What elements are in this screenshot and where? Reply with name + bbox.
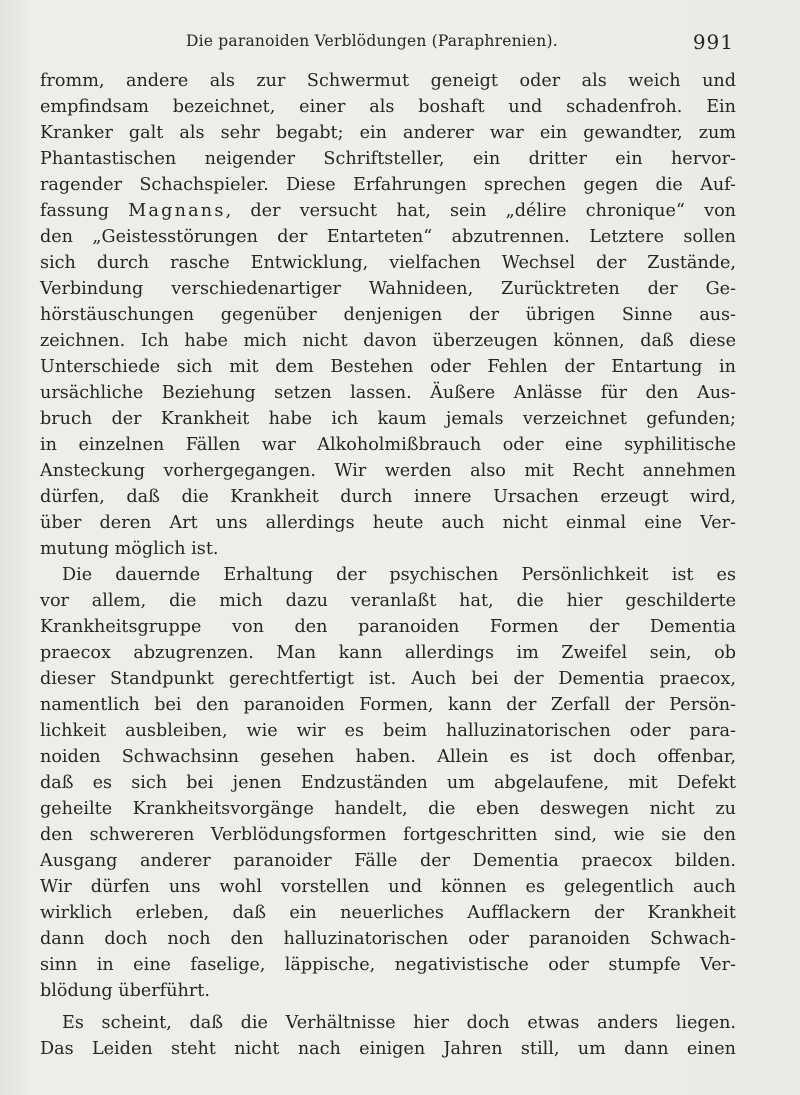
- text-line: Die dauernde Erhaltung der psychischen Persönlichkeit ist es: [62, 565, 736, 585]
- paragraph-3: [40, 1010, 736, 1062]
- running-header: [40, 30, 740, 54]
- text-line: Ansteckung vorhergegangen. Wir werden also mit Recht annehmen: [40, 461, 736, 481]
- text-line: sinn in eine faselige, läppische, negativistische oder stumpfe Ver-: [40, 955, 736, 975]
- text-line: namentlich bei den paranoiden Formen, kann der Zerfall der Persön-: [40, 695, 736, 715]
- text-line: Phantastischen neigender Schriftsteller, ein dritter ein hervor-: [40, 149, 736, 169]
- text-line: dieser Standpunkt gerechtfertigt ist. Auch bei der Dementia praecox,: [40, 669, 736, 689]
- text-line: Kranker galt als sehr begabt; ein anderer war ein gewandter, zum: [40, 123, 736, 143]
- text-line: Wir dürfen uns wohl vorstellen und können es gelegentlich auch: [40, 877, 736, 897]
- text-line: ursächliche Beziehung setzen lassen. Äußere Anlässe für den Aus-: [40, 383, 736, 403]
- paragraph-2: [40, 562, 736, 1004]
- text-line: hörstäuschungen gegenüber denjenigen der übrigen Sinne aus-: [40, 305, 736, 325]
- text-line: sich durch rasche Entwicklung, vielfachen Wechsel der Zustände,: [40, 253, 736, 273]
- spaced-author-name: Magnans: [128, 201, 226, 221]
- text-line: lichkeit ausbleiben, wie wir es beim halluzinatorischen oder para-: [40, 721, 736, 741]
- text-line: bruch der Krankheit habe ich kaum jemals verzeichnet gefunden;: [40, 409, 736, 429]
- paragraph-1: [40, 68, 736, 562]
- text-line: Das Leiden steht nicht nach einigen Jahren still, um dann einen: [40, 1039, 736, 1059]
- running-title: Die paranoiden Verblödungen (Paraphrenien).: [186, 32, 558, 50]
- text-line: praecox abzugrenzen. Man kann allerdings im Zweifel sein, ob: [40, 643, 736, 663]
- text-line: zeichnen. Ich habe mich nicht davon überzeugen können, daß diese: [40, 331, 736, 351]
- body-text: [40, 68, 736, 1062]
- text-line: Ausgang anderer paranoider Fälle der Dementia praecox bilden.: [40, 851, 736, 871]
- text-line: daß es sich bei jenen Endzuständen um abgelaufene, mit Defekt: [40, 773, 736, 793]
- text-line: geheilte Krankheitsvorgänge handelt, die eben deswegen nicht zu: [40, 799, 736, 819]
- text-line: vor allem, die mich dazu veranlaßt hat, die hier geschilderte: [40, 591, 736, 611]
- page-number: 991: [692, 30, 734, 54]
- text-line: Krankheitsgruppe von den paranoiden Formen der Dementia: [40, 617, 736, 637]
- text-line: dann doch noch den halluzinatorischen oder paranoiden Schwach-: [40, 929, 736, 949]
- text-line: in einzelnen Fällen war Alkoholmißbrauch oder eine syphilitische: [40, 435, 736, 455]
- text-line: wirklich erleben, daß ein neuerliches Aufflackern der Krankheit: [40, 903, 736, 923]
- text-line-with-spaced-name: fassung Magnans, der versucht hat, sein „délire chronique“ von: [40, 201, 736, 221]
- text-line: den schwereren Verblödungsformen fortgeschritten sind, wie sie den: [40, 825, 736, 845]
- text-line: mutung möglich ist.: [40, 539, 219, 559]
- text-line: dürfen, daß die Krankheit durch innere Ursachen erzeugt wird,: [40, 487, 736, 507]
- text-line: den „Geistesstörungen der Entarteten“ abzutrennen. Letztere sollen: [40, 227, 736, 247]
- text-line: Unterschiede sich mit dem Bestehen oder Fehlen der Entartung in: [40, 357, 736, 377]
- text-line: ragender Schachspieler. Diese Erfahrungen sprechen gegen die Auf-: [40, 175, 736, 195]
- text-line: fromm, andere als zur Schwermut geneigt oder als weich und: [40, 71, 736, 91]
- text-line: Es scheint, daß die Verhältnisse hier doch etwas anders liegen.: [62, 1013, 736, 1033]
- text-line: empfindsam bezeichnet, einer als boshaft und schadenfroh. Ein: [40, 97, 736, 117]
- text-line: noiden Schwachsinn gesehen haben. Allein es ist doch offenbar,: [40, 747, 736, 767]
- text-line: über deren Art uns allerdings heute auch nicht einmal eine Ver-: [40, 513, 736, 533]
- text-line: blödung überführt.: [40, 981, 210, 1001]
- text-line: Verbindung verschiedenartiger Wahnideen, Zurücktreten der Ge-: [40, 279, 736, 299]
